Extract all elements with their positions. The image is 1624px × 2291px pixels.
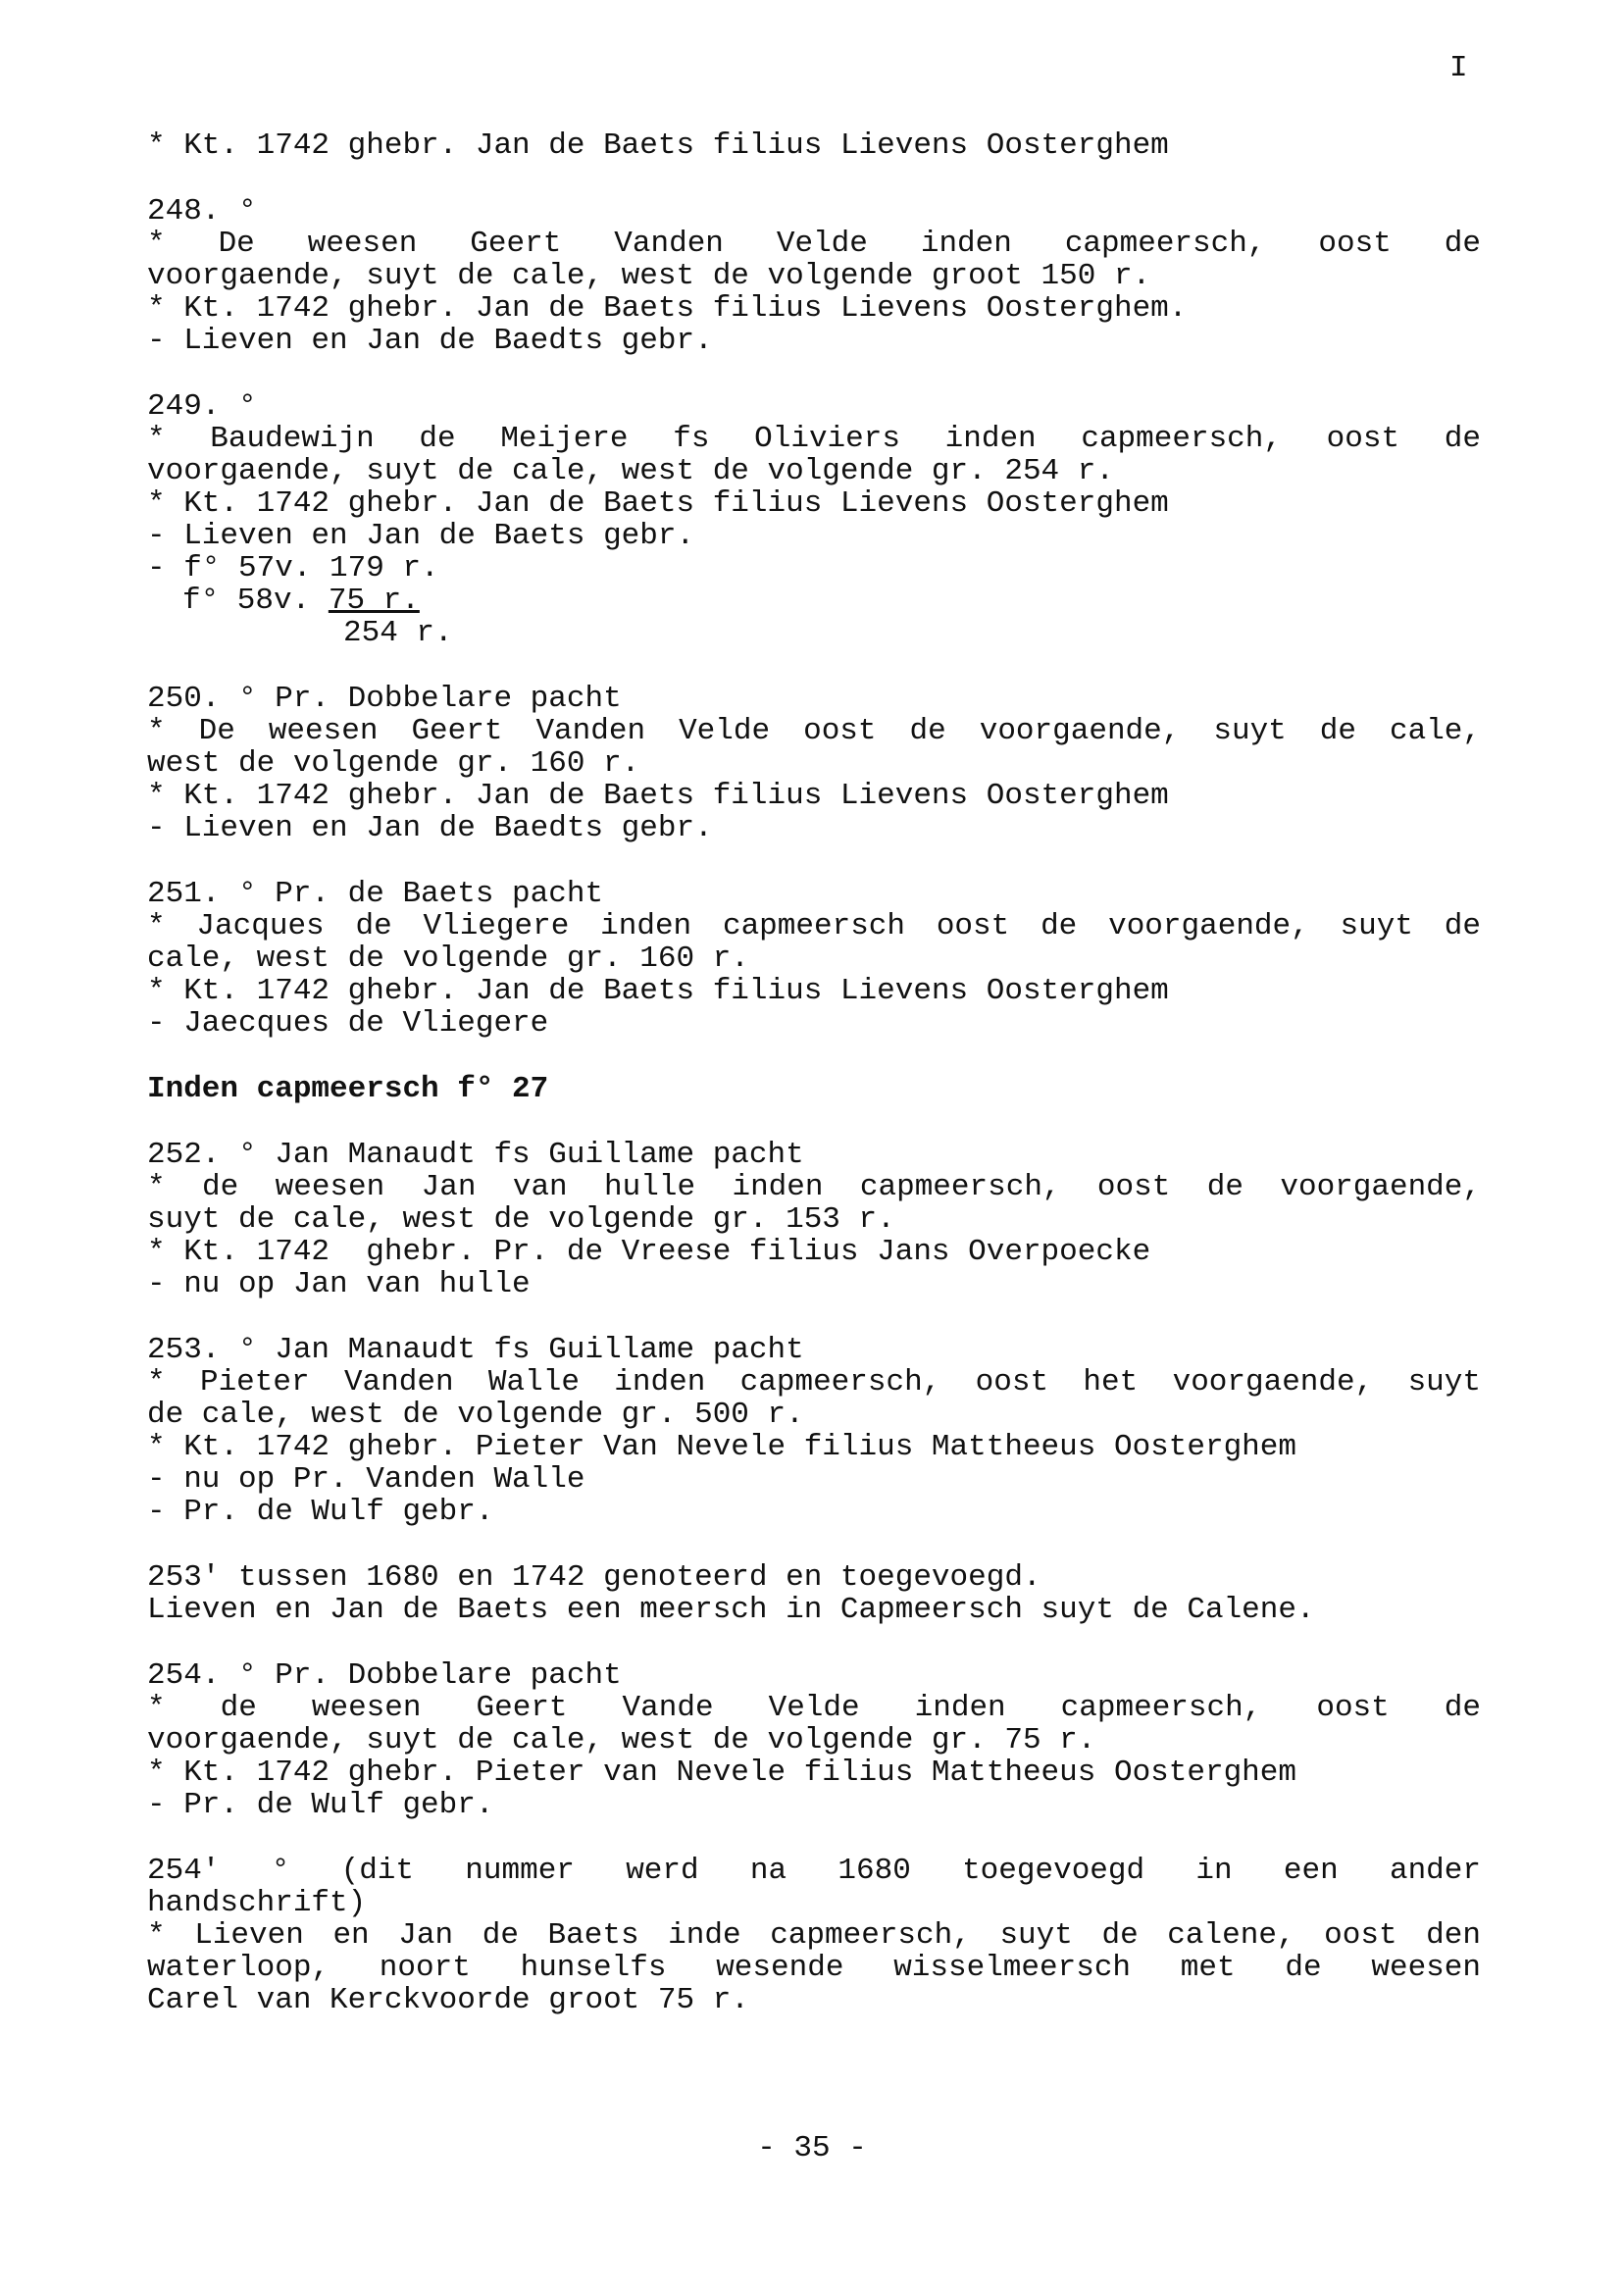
document-body (147, 129, 1481, 2016)
text-line: * Kt. 1742 ghebr. Pieter van Nevele filius Mattheeus Oosterghem (147, 1756, 1296, 1790)
entry-number: 254. ° Pr. Dobbelare pacht (147, 1658, 622, 1693)
text-line: voorgaende, suyt de cale, west de volgende groot 150 r. (147, 259, 1151, 293)
entry-number: 252. ° Jan Manaudt fs Guillame pacht (147, 1138, 804, 1172)
text-line: west de volgende gr. 160 r. (147, 746, 640, 781)
text-line: - Lieven en Jan de Baedts gebr. (147, 324, 713, 358)
text-line: handschrift) (147, 1886, 367, 1920)
page-marker: I (1449, 51, 1468, 85)
text-line: - nu op Pr. Vanden Walle (147, 1462, 585, 1497)
text-line: * Kt. 1742 ghebr. Jan de Baets filius Lievens Oosterghem (147, 486, 1169, 521)
page-number: - 35 - (757, 2131, 867, 2165)
text-line: * De weesen Geert Vanden Velde oost de voorgaende, suyt de cale, (147, 714, 1481, 748)
folio-ref: f° 58v. (182, 584, 311, 618)
text-line: - Lieven en Jan de Baedts gebr. (147, 811, 713, 845)
entry-number: 251. ° Pr. de Baets pacht (147, 877, 604, 911)
text-line: voorgaende, suyt de cale, west de volgende gr. 254 r. (147, 454, 1114, 488)
text-line: * Pieter Vanden Walle inden capmeersch, oost het voorgaende, suyt (147, 1365, 1481, 1400)
text-line: * Kt. 1742 ghebr. Jan de Baets filius Lievens Oosterghem (147, 128, 1169, 163)
entry-number: 254' ° (dit nummer werd na 1680 toegevoegd in een ander (147, 1854, 1481, 1888)
text-line: * de weesen Jan van hulle inden capmeersch, oost de voorgaende, (147, 1170, 1481, 1204)
text-line: * Kt. 1742 ghebr. Pr. de Vreese filius Jans Overpoecke (147, 1235, 1151, 1269)
text-line: - Pr. de Wulf gebr. (147, 1788, 494, 1822)
text-line: cale, west de volgende gr. 160 r. (147, 942, 749, 976)
text-line: - nu op Jan van hulle (147, 1267, 531, 1301)
sum-total: 254 r. (343, 616, 453, 650)
text-line: Carel van Kerckvoorde groot 75 r. (147, 1983, 749, 2017)
section-heading: Inden capmeersch f° 27 (147, 1072, 549, 1106)
text-line: waterloop, noort hunselfs wesende wisselmeersch met de weesen (147, 1951, 1481, 1985)
underlined-amount: 75 r. (328, 584, 420, 618)
text-line: - Jaecques de Vliegere (147, 1006, 549, 1041)
entry-number: 250. ° Pr. Dobbelare pacht (147, 682, 622, 716)
entry-number: 249. ° (147, 389, 257, 424)
text-line: * Baudewijn de Meijere fs Oliviers inden capmeersch, oost de (147, 422, 1481, 456)
text-line: - Lieven en Jan de Baets gebr. (147, 519, 695, 553)
text-line: * De weesen Geert Vanden Velde inden capmeersch, oost de (147, 227, 1481, 261)
text-line: * Kt. 1742 ghebr. Jan de Baets filius Lievens Oosterghem (147, 974, 1169, 1008)
text-line: * Lieven en Jan de Baets inde capmeersch, suyt de calene, oost den (147, 1918, 1481, 1953)
entry-number: 248. ° (147, 194, 257, 229)
text-line: * Kt. 1742 ghebr. Jan de Baets filius Lievens Oosterghem (147, 779, 1169, 813)
text-line: * Kt. 1742 ghebr. Pieter Van Nevele filius Mattheeus Oosterghem (147, 1430, 1296, 1464)
text-line: * Kt. 1742 ghebr. Jan de Baets filius Lievens Oosterghem. (147, 291, 1188, 326)
text-line: * Jacques de Vliegere inden capmeersch oost de voorgaende, suyt de (147, 909, 1481, 943)
entry-number: 253. ° Jan Manaudt fs Guillame pacht (147, 1333, 804, 1367)
text-line: de cale, west de volgende gr. 500 r. (147, 1398, 804, 1432)
text-line: 253' tussen 1680 en 1742 genoteerd en toegevoegd. (147, 1560, 1041, 1595)
text-line: * de weesen Geert Vande Velde inden capmeersch, oost de (147, 1691, 1481, 1725)
text-line: - Pr. de Wulf gebr. (147, 1495, 494, 1529)
text-line: voorgaende, suyt de cale, west de volgende gr. 75 r. (147, 1723, 1096, 1757)
text-line: suyt de cale, west de volgende gr. 153 r. (147, 1202, 895, 1237)
text-line: Lieven en Jan de Baets een meersch in Capmeersch suyt de Calene. (147, 1593, 1315, 1627)
text-line: - f° 57v. 179 r. (147, 551, 439, 585)
text-line (147, 585, 1481, 617)
